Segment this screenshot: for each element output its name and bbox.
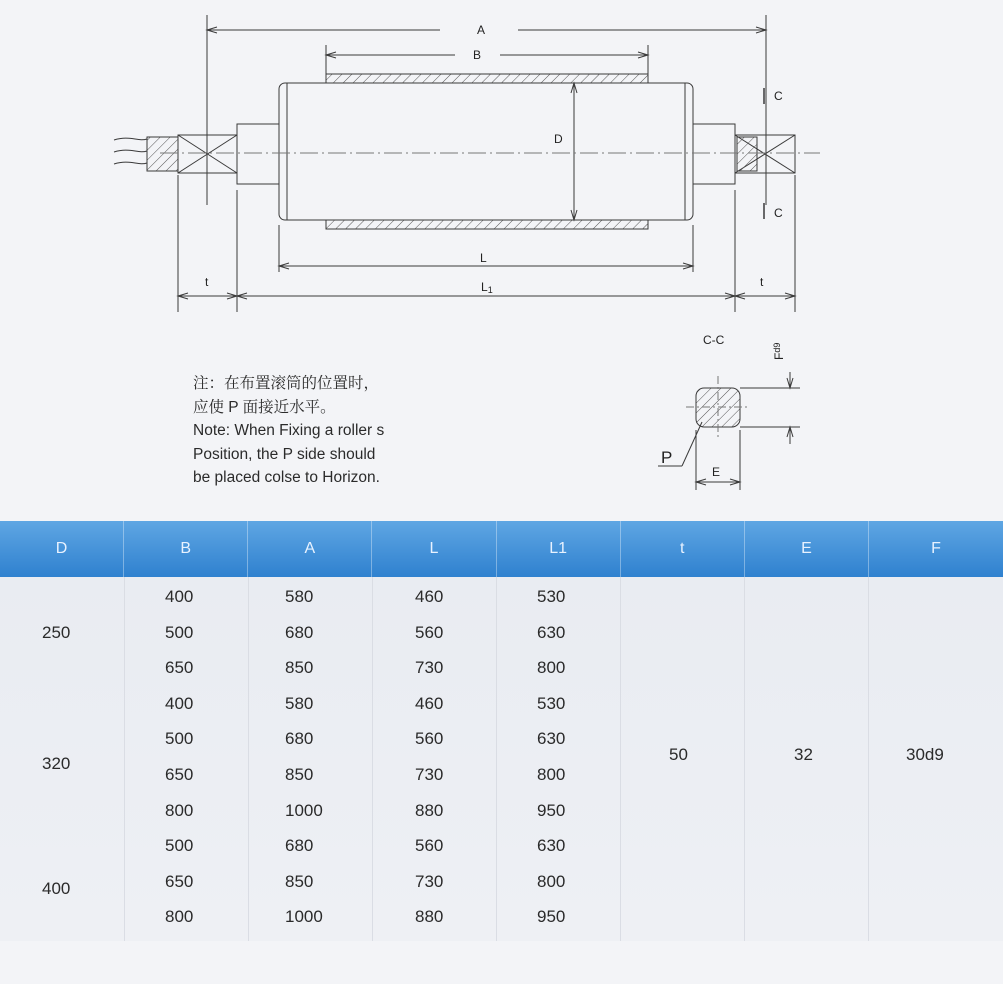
note-line: 注：在布置滚筒的位置时， [193, 375, 380, 392]
table-cell: 650 [165, 658, 194, 678]
header-t: t [621, 521, 745, 577]
header-l1: L1 [497, 521, 621, 577]
note-line: Position, the P side should [193, 445, 376, 463]
table-cell: 560 [415, 836, 444, 856]
dim-f-label [772, 343, 786, 360]
table-cell: 800 [165, 907, 194, 927]
dim-a-label: A [477, 23, 486, 37]
cell-d: 320 [42, 754, 71, 773]
header-a: A [248, 521, 372, 577]
table-cell: 530 [537, 587, 566, 606]
note-line: Note: When Fixing a roller s [193, 422, 385, 439]
dimension-table [0, 521, 1003, 941]
table-cell: 850 [285, 871, 314, 891]
header-d: D [0, 521, 124, 577]
table-cell: 630 [537, 836, 566, 856]
dim-b-label: B [473, 48, 482, 62]
dim-p-label: P [661, 448, 673, 467]
dim-l-label: L [480, 251, 487, 265]
cell-e: 32 [794, 745, 813, 764]
table-cell: 500 [165, 622, 194, 642]
cell-d: 400 [42, 878, 71, 898]
svg-text:Fd9: $F^{d9}$ [772, 342, 786, 360]
installation-note [193, 372, 453, 490]
table-cell: 460 [415, 587, 444, 606]
cell-d: 250 [42, 623, 71, 643]
dim-t-right-label: t [760, 275, 764, 289]
table-cell: 500 [165, 729, 194, 749]
table-cell: 400 [165, 693, 194, 713]
dim-l1-label: L1 [481, 280, 493, 295]
table-cell: 800 [537, 871, 566, 891]
table-cell: 850 [285, 658, 314, 678]
table-cell: 680 [285, 836, 314, 856]
table-cell: 680 [285, 622, 314, 642]
table-cell: 560 [415, 729, 444, 749]
table-cell: 630 [537, 622, 566, 642]
header-b: B [124, 521, 248, 577]
table-cell: 950 [537, 907, 566, 927]
table-body [0, 577, 1003, 941]
note-line: be placed colse to Horizon. [193, 469, 380, 486]
table-cell: 580 [285, 693, 314, 713]
header-e: E [745, 521, 869, 577]
dim-d-label: D [554, 132, 563, 146]
table-cell: 1000 [285, 800, 323, 820]
table-cell: 800 [165, 800, 194, 820]
dim-e-label: E [712, 465, 721, 479]
section-cc-label: C-C [703, 333, 725, 347]
table-cell: 400 [165, 587, 194, 606]
dim-c-top-label: C [774, 89, 783, 103]
table-cell: 1000 [285, 907, 323, 927]
table-cell: 800 [537, 658, 566, 678]
table-cell: 560 [415, 622, 444, 642]
table-cell: 730 [415, 765, 444, 784]
table-cell: 500 [165, 836, 194, 856]
table-cell: 650 [165, 871, 194, 891]
table-cell: 680 [285, 729, 314, 749]
table-cell: 530 [537, 693, 566, 713]
dim-t-left-label: t [205, 275, 209, 289]
table-cell: 650 [165, 765, 194, 784]
table-header [0, 521, 1003, 577]
table-cell: 950 [537, 800, 566, 820]
cell-t: 50 [669, 745, 688, 764]
table-cell: 630 [537, 729, 566, 749]
table-cell: 800 [537, 765, 566, 784]
table-cell: 880 [415, 907, 444, 927]
table-cell: 850 [285, 765, 314, 784]
dim-c-bottom-label: C [774, 206, 783, 220]
header-f: F [931, 540, 941, 557]
table-cell: 730 [415, 658, 444, 678]
table-cell: 880 [415, 800, 444, 820]
cell-f: 30d9 [906, 745, 944, 764]
table-cell: 730 [415, 871, 444, 891]
table-cell: 460 [415, 693, 444, 713]
table-cell: 580 [285, 587, 314, 606]
note-line: 应使 P 面接近水平。 [193, 398, 336, 416]
header-l: L [372, 521, 496, 577]
